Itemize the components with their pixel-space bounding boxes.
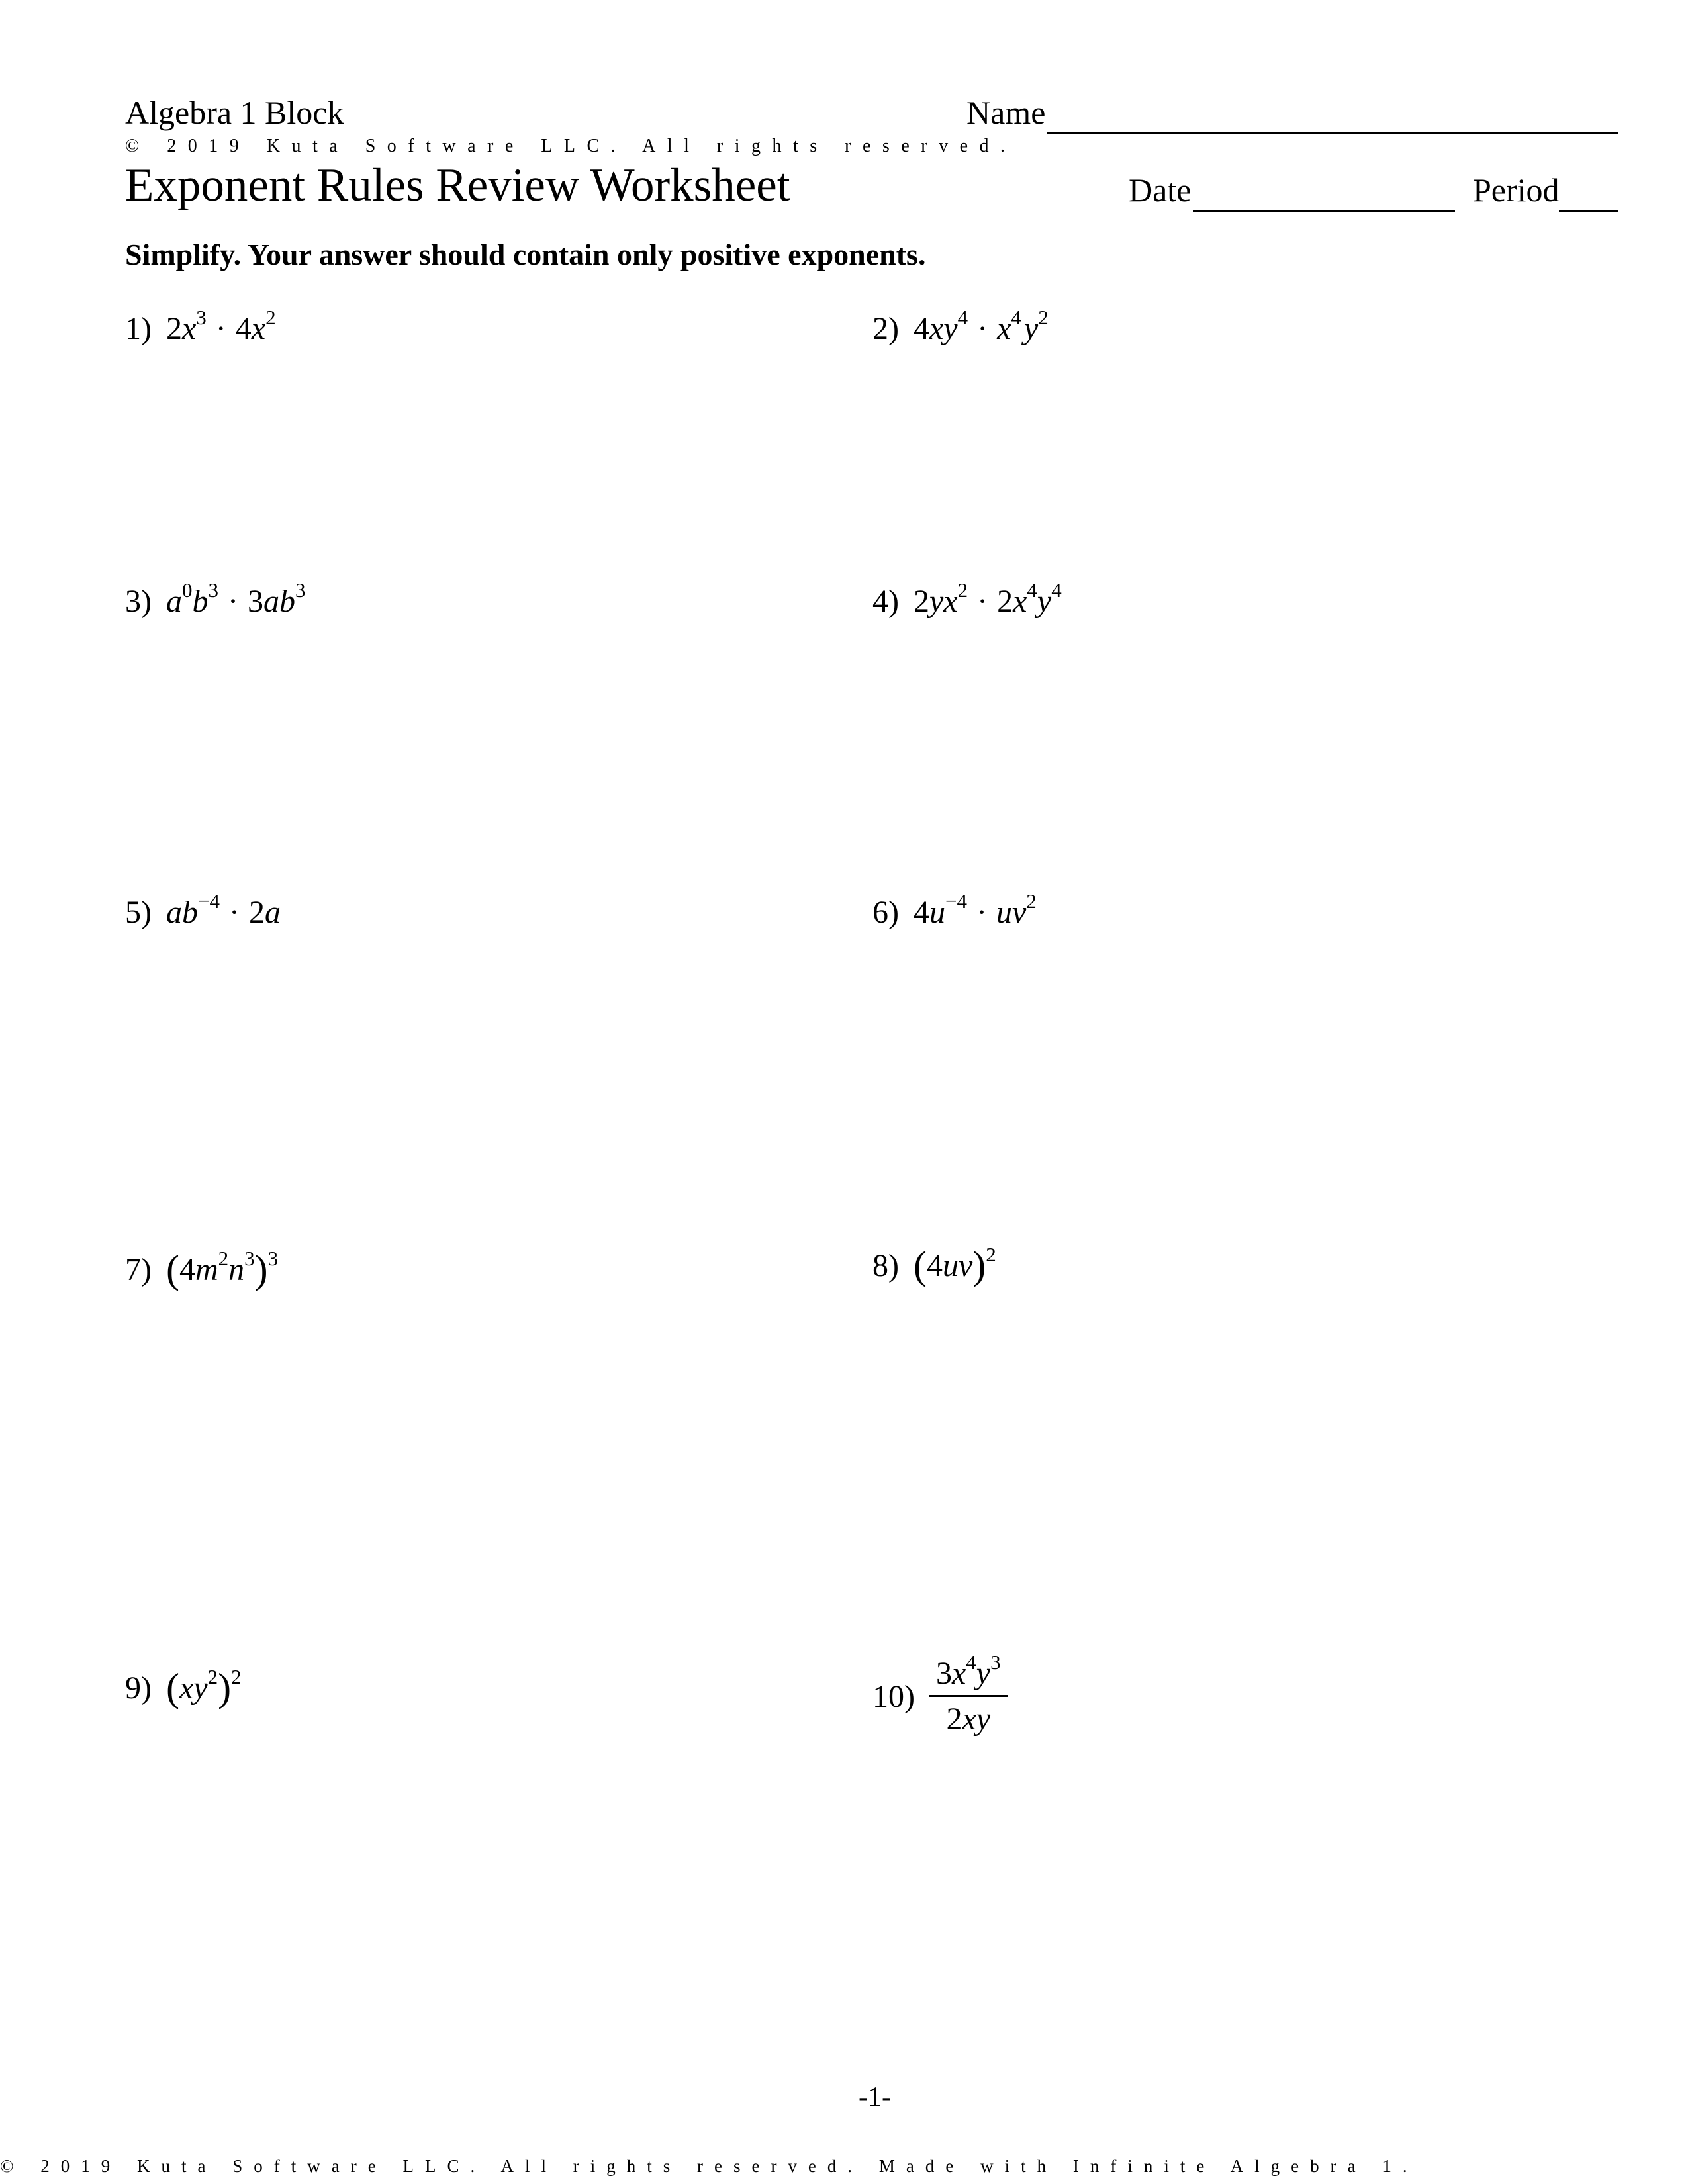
worksheet-title: Exponent Rules Review Worksheet [125, 159, 790, 211]
instructions: Simplify. Your answer should contain only positive exponents. [125, 238, 926, 271]
problem-2 [872, 306, 1049, 346]
copyright-notice: © 2019 Kuta Software LLC. All rights reserved. [125, 136, 1017, 156]
period-blank-line [1559, 210, 1618, 212]
date-blank-line [1193, 210, 1455, 212]
page-number: -1- [859, 2082, 891, 2113]
problem-5 [125, 889, 281, 930]
problem-10 [872, 1651, 1008, 1737]
period-label: Period [1473, 171, 1560, 208]
problem-expression: $(4m^2n^3)^3$ [165, 1247, 279, 1291]
problem-expression: $a^0b^3 \cdot 3ab^3$ [165, 578, 306, 619]
course-title: Algebra 1 Block [125, 94, 344, 131]
name-blank-line [1047, 132, 1618, 134]
date-label: Date [1129, 171, 1192, 208]
problem-expression: $ab^{-4} \cdot 2a$ [165, 889, 281, 930]
problem-4 [872, 578, 1062, 619]
problem-expression: $4u^{-4} \cdot uv^2$ [913, 889, 1037, 930]
problem-number: 6) [872, 895, 899, 930]
problem-number: 3) [125, 584, 152, 619]
problem-expression: $(xy^2)^2$ [165, 1665, 242, 1709]
problem-8 [872, 1243, 996, 1287]
problem-number: 8) [872, 1248, 899, 1283]
problem-expression: $4xy^4 \cdot x^4y^2$ [913, 306, 1049, 346]
problem-number: 2) [872, 311, 899, 346]
problem-expression: $\frac{3x^4y^3}{2xy}$ [929, 1658, 1008, 1735]
name-label: Name [966, 94, 1046, 131]
problem-6 [872, 889, 1037, 930]
problem-expression: $(4uv)^2$ [913, 1243, 996, 1287]
problem-9 [125, 1665, 242, 1709]
problem-3 [125, 578, 306, 619]
problem-number: 7) [125, 1252, 152, 1287]
problem-number: 1) [125, 311, 152, 346]
problem-number: 9) [125, 1670, 152, 1706]
problem-7 [125, 1247, 279, 1291]
problem-expression: $2x^3 \cdot 4x^2$ [165, 306, 276, 346]
problem-1 [125, 306, 276, 346]
problem-expression: $2yx^2 \cdot 2x^4y^4$ [913, 578, 1062, 619]
problem-number: 10) [872, 1678, 915, 1714]
problem-number: 5) [125, 895, 152, 930]
footer-copyright: © 2019 Kuta Software LLC. All rights reserved. Made with Infinite Algebra 1. [0, 2156, 1419, 2176]
problem-number: 4) [872, 584, 899, 619]
